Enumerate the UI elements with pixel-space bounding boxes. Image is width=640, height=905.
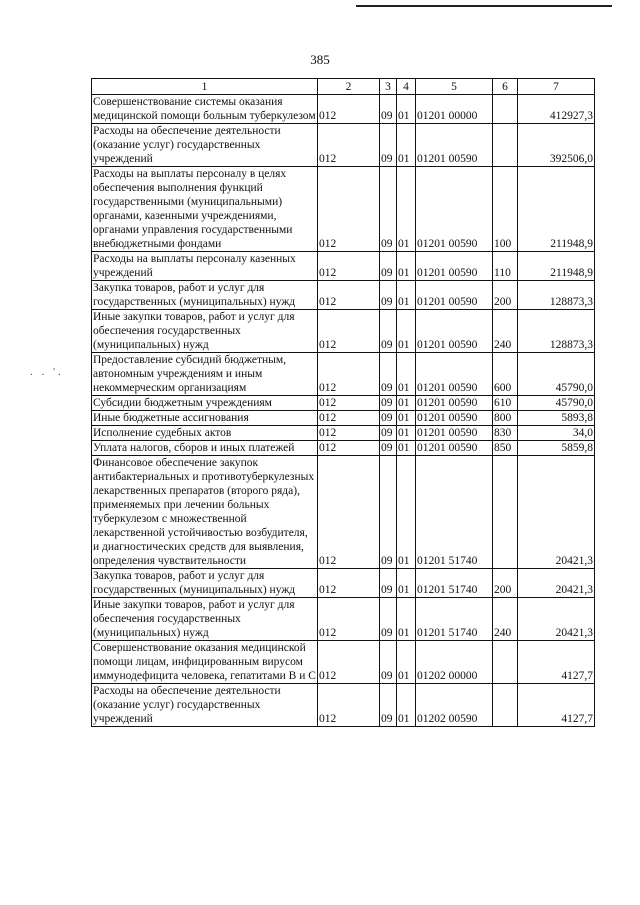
amount-cell: 4127,7 (518, 684, 595, 727)
admin-code-cell: 012 (318, 396, 380, 411)
admin-code-cell: 012 (318, 310, 380, 353)
expense-type-code-cell (493, 124, 518, 167)
subsection-code-cell: 01 (397, 353, 416, 396)
section-code-cell: 09 (380, 598, 397, 641)
expense-name-cell: Исполнение судебных актов (92, 426, 318, 441)
expense-name-cell: Субсидии бюджетным учреждениям (92, 396, 318, 411)
expense-name-cell: Иные бюджетные ассигнования (92, 411, 318, 426)
admin-code-cell: 012 (318, 353, 380, 396)
header-col-6: 6 (493, 79, 518, 95)
section-code-cell: 09 (380, 411, 397, 426)
expense-type-code-cell (493, 641, 518, 684)
target-code-cell: 01201 51740 (416, 456, 493, 569)
target-code-cell: 01201 00590 (416, 441, 493, 456)
expense-type-code-cell: 240 (493, 310, 518, 353)
expense-name-cell: Иные закупки товаров, работ и услуг для обеспечения государственных (муниципальных) нужд (92, 310, 318, 353)
page-number: 385 (310, 52, 330, 67)
amount-cell: 20421,3 (518, 598, 595, 641)
expense-name-cell: Расходы на выплаты персоналу казенных учреждений (92, 252, 318, 281)
expense-name-cell: Расходы на обеспечение деятельности (оказание услуг) государственных учреждений (92, 684, 318, 727)
amount-cell: 211948,9 (518, 167, 595, 252)
margin-marks: . . '. (30, 366, 64, 378)
amount-cell: 211948,9 (518, 252, 595, 281)
expense-type-code-cell: 800 (493, 411, 518, 426)
target-code-cell: 01201 00590 (416, 310, 493, 353)
target-code-cell: 01201 00590 (416, 252, 493, 281)
table-row (92, 167, 595, 252)
expense-name-cell: Закупка товаров, работ и услуг для государственных (муниципальных) нужд (92, 569, 318, 598)
section-code-cell: 09 (380, 569, 397, 598)
budget-table (91, 78, 595, 727)
amount-cell: 128873,3 (518, 281, 595, 310)
expense-type-code-cell (493, 684, 518, 727)
admin-code-cell: 012 (318, 456, 380, 569)
table-row (92, 426, 595, 441)
table-row (92, 396, 595, 411)
admin-code-cell: 012 (318, 684, 380, 727)
section-code-cell: 09 (380, 281, 397, 310)
expense-type-code-cell: 200 (493, 569, 518, 598)
target-code-cell: 01201 00590 (416, 124, 493, 167)
expense-type-code-cell: 850 (493, 441, 518, 456)
amount-cell: 34,0 (518, 426, 595, 441)
admin-code-cell: 012 (318, 641, 380, 684)
section-code-cell: 09 (380, 441, 397, 456)
table-row (92, 598, 595, 641)
target-code-cell: 01201 00590 (416, 411, 493, 426)
subsection-code-cell: 01 (397, 167, 416, 252)
expense-type-code-cell: 240 (493, 598, 518, 641)
target-code-cell: 01202 00590 (416, 684, 493, 727)
header-col-3: 3 (380, 79, 397, 95)
admin-code-cell: 012 (318, 167, 380, 252)
expense-type-code-cell: 600 (493, 353, 518, 396)
section-code-cell: 09 (380, 252, 397, 281)
admin-code-cell: 012 (318, 569, 380, 598)
target-code-cell: 01201 00590 (416, 396, 493, 411)
subsection-code-cell: 01 (397, 281, 416, 310)
subsection-code-cell: 01 (397, 684, 416, 727)
admin-code-cell: 012 (318, 426, 380, 441)
amount-cell: 20421,3 (518, 456, 595, 569)
expense-name-cell: Совершенствование оказания медицинской помощи лицам, инфицированным вирусом иммунодефицита человека, гепатитами В и С (93, 642, 316, 682)
table-row (92, 411, 595, 426)
admin-code-cell: 012 (318, 441, 380, 456)
header-col-4: 4 (397, 79, 416, 95)
target-code-cell: 01201 00590 (416, 353, 493, 396)
table-row (92, 441, 595, 456)
subsection-code-cell: 01 (397, 310, 416, 353)
section-code-cell: 09 (380, 310, 397, 353)
expense-type-code-cell: 610 (493, 396, 518, 411)
admin-code-cell: 012 (318, 124, 380, 167)
expense-name-cell: Расходы на обеспечение деятельности (оказание услуг) государственных учреждений (92, 124, 318, 167)
expense-type-code-cell: 110 (493, 252, 518, 281)
section-code-cell: 09 (380, 426, 397, 441)
subsection-code-cell: 01 (397, 426, 416, 441)
table-row (92, 353, 595, 396)
expense-type-code-cell (493, 95, 518, 124)
expense-name-cell: Расходы на выплаты персоналу в целях обеспечения выполнения функций государственными (муниципальными) органами, казенными учреждениями, органами управления государственными внебюджетными фондами (92, 167, 318, 252)
table-row (92, 95, 595, 124)
admin-code-cell: 012 (318, 95, 380, 124)
subsection-code-cell: 01 (397, 252, 416, 281)
table-row (92, 281, 595, 310)
amount-cell: 392506,0 (518, 124, 595, 167)
expense-name-cell: Совершенствование системы оказания медицинской помощи больным туберкулезом (93, 96, 316, 122)
table-row (92, 569, 595, 598)
section-code-cell: 09 (380, 641, 397, 684)
expense-type-code-cell: 830 (493, 426, 518, 441)
section-code-cell: 09 (380, 456, 397, 569)
amount-cell: 412927,3 (518, 95, 595, 124)
expense-name-cell: Уплата налогов, сборов и иных платежей (92, 441, 318, 456)
table-row (92, 124, 595, 167)
header-col-1: 1 (92, 79, 318, 95)
table-row (92, 684, 595, 727)
expense-name-cell: Закупка товаров, работ и услуг для государственных (муниципальных) нужд (92, 281, 318, 310)
subsection-code-cell: 01 (397, 598, 416, 641)
expense-name-cell: Иные закупки товаров, работ и услуг для обеспечения государственных (муниципальных) нужд (92, 598, 318, 641)
header-col-2: 2 (318, 79, 380, 95)
table-row (92, 252, 595, 281)
target-code-cell: 01202 00000 (416, 641, 493, 684)
admin-code-cell: 012 (318, 252, 380, 281)
table-row (92, 310, 595, 353)
subsection-code-cell: 01 (397, 441, 416, 456)
subsection-code-cell: 01 (397, 641, 416, 684)
subsection-code-cell: 01 (397, 396, 416, 411)
admin-code-cell: 012 (318, 411, 380, 426)
expense-name-cell: Финансовое обеспечение закупок антибактериальных и противотуберкулезных лекарственных препаратов (второго ряда), применяемых при лечении больных туберкулезом с множественной лекарственной устойчивостью возбудителя, и диагностических средств для выявления, определения чувствительности (92, 456, 318, 569)
header-col-7: 7 (518, 79, 595, 95)
top-rule (356, 5, 612, 7)
table-row (92, 456, 595, 569)
target-code-cell: 01201 00590 (416, 281, 493, 310)
subsection-code-cell: 01 (397, 95, 416, 124)
target-code-cell: 01201 00590 (416, 426, 493, 441)
amount-cell: 5859,8 (518, 441, 595, 456)
expense-type-code-cell (493, 456, 518, 569)
subsection-code-cell: 01 (397, 456, 416, 569)
expense-name-cell: Предоставление субсидий бюджетным, автономным учреждениям и иным некоммерческим организациям (92, 353, 318, 396)
admin-code-cell: 012 (318, 281, 380, 310)
section-code-cell: 09 (380, 167, 397, 252)
section-code-cell: 09 (380, 95, 397, 124)
subsection-code-cell: 01 (397, 124, 416, 167)
expense-type-code-cell: 200 (493, 281, 518, 310)
amount-cell: 20421,3 (518, 569, 595, 598)
amount-cell: 45790,0 (518, 353, 595, 396)
subsection-code-cell: 01 (397, 569, 416, 598)
subsection-code-cell: 01 (397, 411, 416, 426)
amount-cell: 128873,3 (518, 310, 595, 353)
target-code-cell: 01201 51740 (416, 569, 493, 598)
target-code-cell: 01201 51740 (416, 598, 493, 641)
table-row (92, 641, 595, 684)
header-col-5: 5 (416, 79, 493, 95)
section-code-cell: 09 (380, 124, 397, 167)
header-row (92, 79, 595, 95)
expense-type-code-cell: 100 (493, 167, 518, 252)
target-code-cell: 01201 00000 (416, 95, 493, 124)
section-code-cell: 09 (380, 396, 397, 411)
amount-cell: 4127,7 (518, 641, 595, 684)
section-code-cell: 09 (380, 353, 397, 396)
amount-cell: 45790,0 (518, 396, 595, 411)
section-code-cell: 09 (380, 684, 397, 727)
target-code-cell: 01201 00590 (416, 167, 493, 252)
amount-cell: 5893,8 (518, 411, 595, 426)
admin-code-cell: 012 (318, 598, 380, 641)
